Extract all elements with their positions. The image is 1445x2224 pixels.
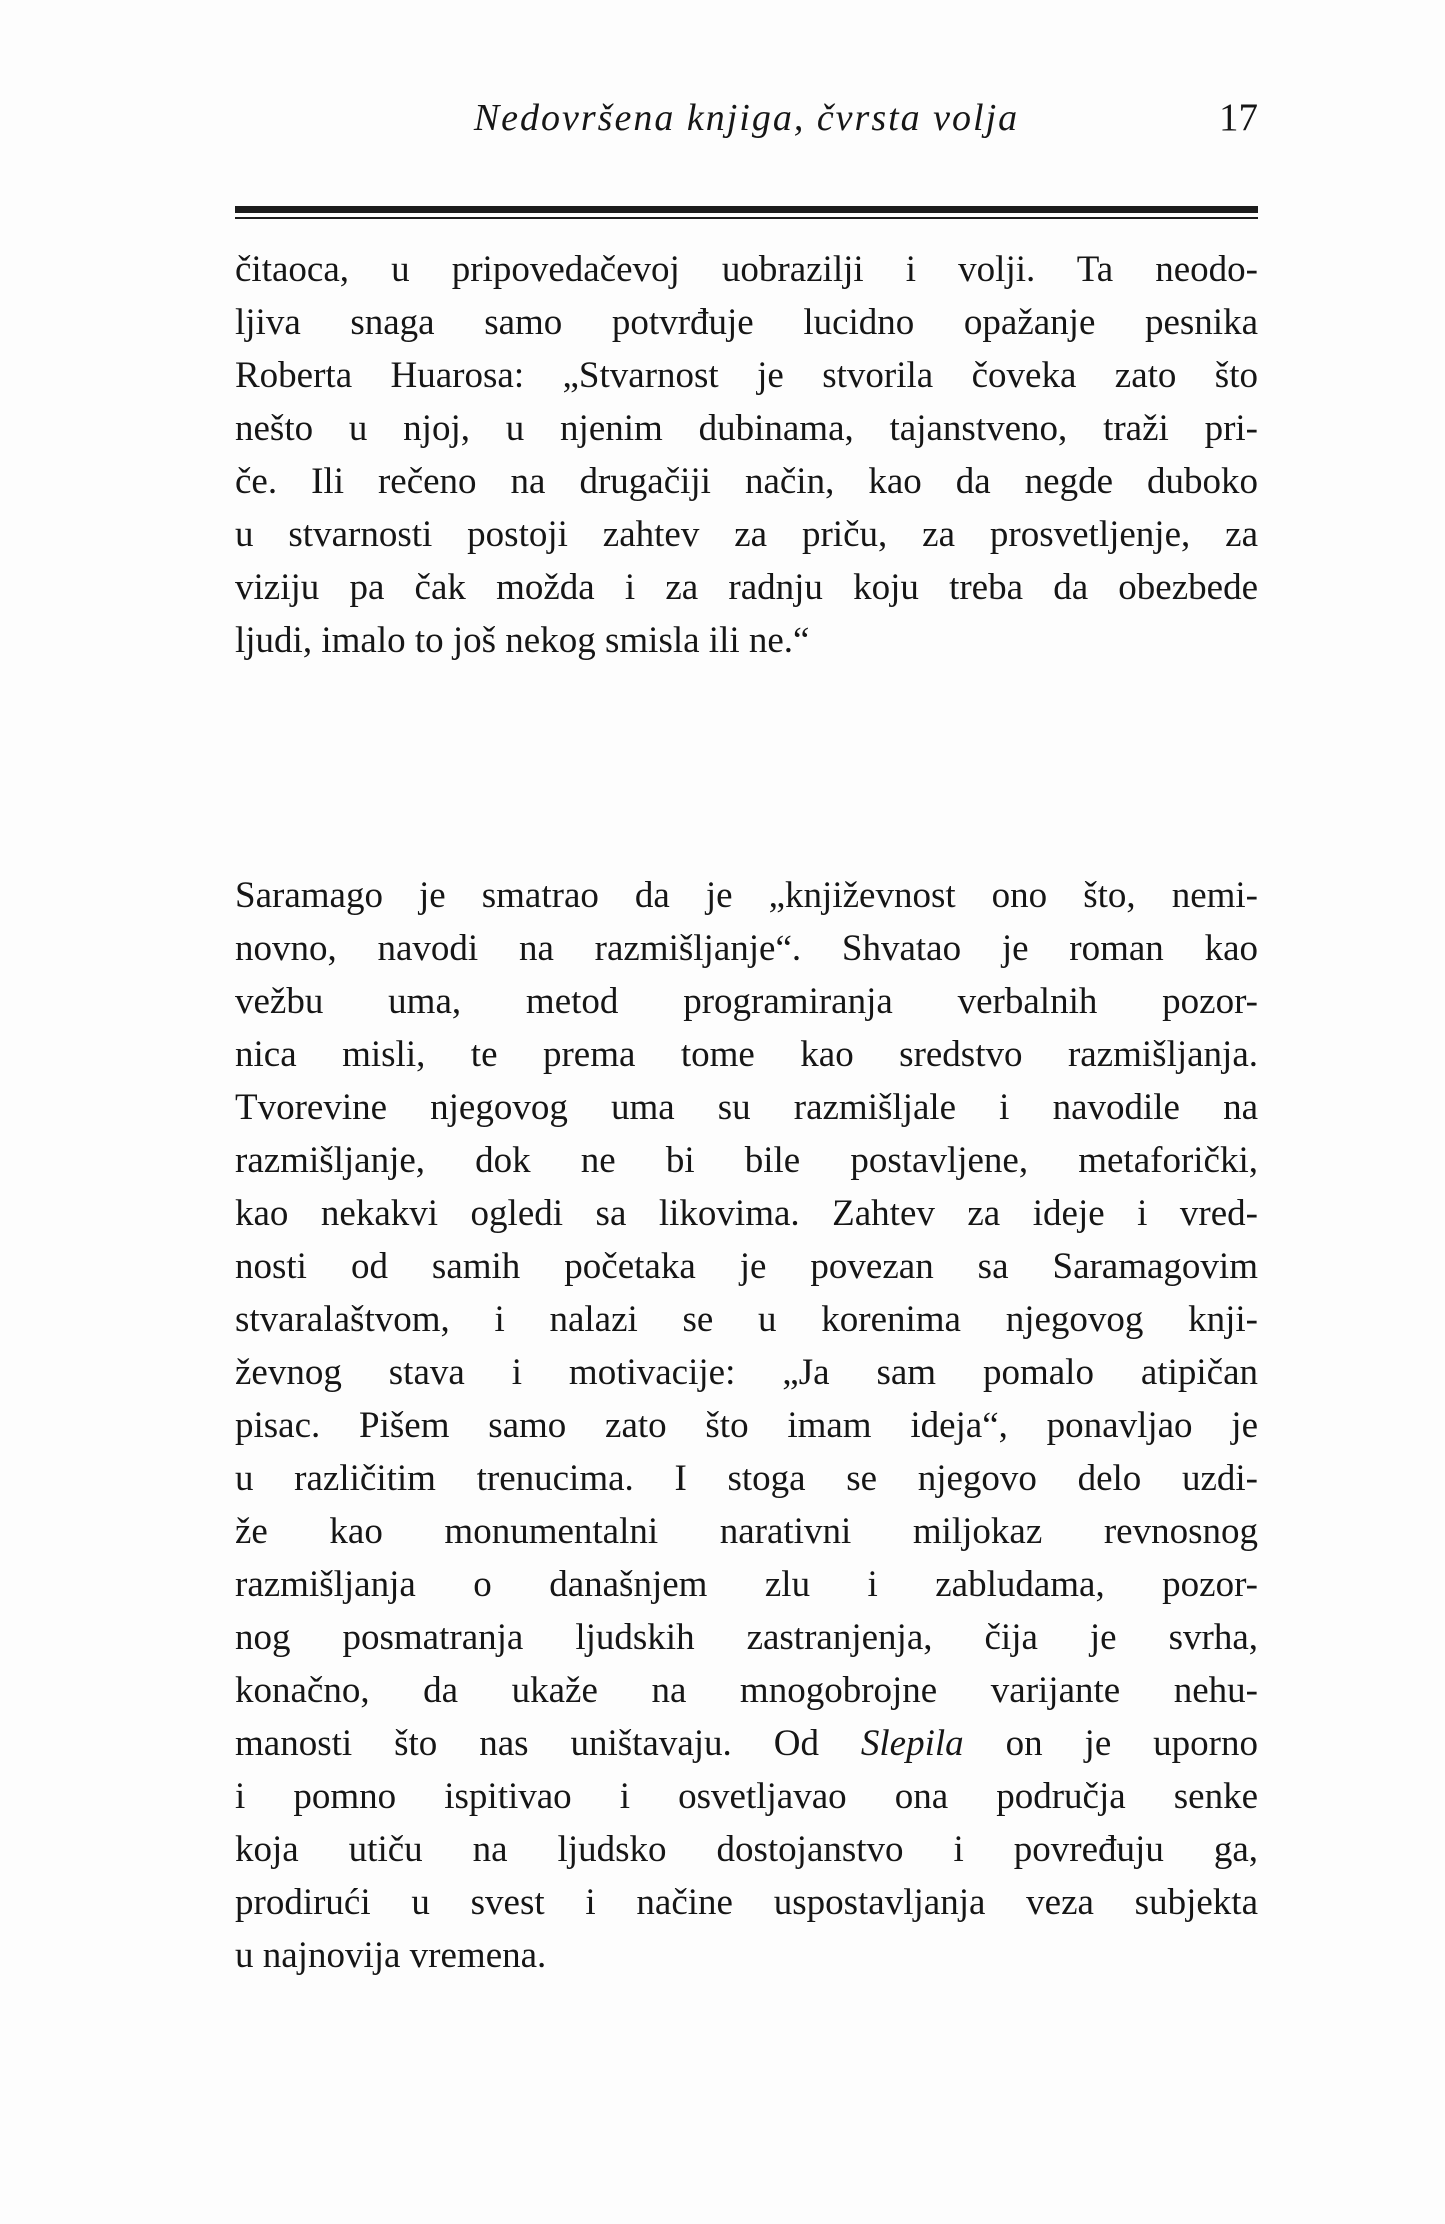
body-line: že kao monumentalni narativni miljokaz revnosnog <box>235 1511 1258 1552</box>
body-line: vežbu uma, metod programiranja verbalnih pozor- <box>235 981 1258 1022</box>
body-line: u najnovija vremena. <box>235 1935 547 1976</box>
body-line: nosti od samih početaka je povezan sa Saramagovim <box>235 1246 1258 1287</box>
body-line: kao nekakvi ogledi sa likovima. Zahtev za ideje i vred- <box>235 1193 1258 1234</box>
body-line: nica misli, te prema tome kao sredstvo razmišljanja. <box>235 1034 1258 1075</box>
body-text <box>235 243 1258 1982</box>
body-line: stvaralaštvom, i nalazi se u korenima njegovog knji- <box>235 1299 1258 1340</box>
body-line: Roberta Huarosa: „Stvarnost je stvorila čoveka zato što <box>235 355 1258 396</box>
body-line: ljiva snaga samo potvrđuje lucidno opažanje pesnika <box>235 302 1258 343</box>
line-text: manosti što nas uništavaju. Od <box>235 1723 861 1764</box>
body-line: ljudi, imalo to još nekog smisla ili ne.“ <box>235 620 810 661</box>
running-title: Nedovršena knjiga, čvrsta volja <box>473 97 1020 139</box>
paragraph-2 <box>235 869 1258 1982</box>
page-header <box>235 88 1258 148</box>
header-rule <box>235 206 1258 219</box>
body-line: u stvarnosti postoji zahtev za priču, za prosvetljenje, za <box>235 514 1258 555</box>
line-text: on je uporno <box>963 1723 1259 1764</box>
body-line: u različitim trenucima. I stoga se njegovo delo uzdi- <box>235 1458 1258 1499</box>
body-line: viziju pa čak možda i za radnju koju treba da obezbede <box>235 567 1258 608</box>
book-title-italic: Slepila <box>860 1723 964 1764</box>
body-line: nešto u njoj, u njenim dubinama, tajanstveno, traži pri- <box>235 408 1258 449</box>
page-number: 17 <box>1219 96 1258 139</box>
body-line: ževnog stava i motivacije: „Ja sam pomalo atipičan <box>235 1352 1258 1393</box>
body-line: prodirući u svest i načine uspostavljanja veza subjekta <box>235 1882 1258 1923</box>
body-line-with-book-title <box>235 1717 1258 1770</box>
body-line: nog posmatranja ljudskih zastranjenja, čija je svrha, <box>235 1617 1258 1658</box>
body-line: i pomno ispitivao i osvetljavao ona područja senke <box>235 1776 1258 1817</box>
body-line: čitaoca, u pripovedačevoj uobrazilji i volji. Ta neodo- <box>235 249 1258 290</box>
body-line: razmišljanje, dok ne bi bile postavljene, metaforički, <box>235 1140 1258 1181</box>
body-line: pisac. Pišem samo zato što imam ideja“, ponavljao je <box>235 1405 1258 1446</box>
body-line: konačno, da ukaže na mnogobrojne varijante nehu- <box>235 1670 1258 1711</box>
paragraph-1 <box>235 243 1258 667</box>
body-line: novno, navodi na razmišljanje“. Shvatao je roman kao <box>235 928 1258 969</box>
body-line: razmišljanja o današnjem zlu i zabludama, pozor- <box>235 1564 1258 1605</box>
body-line: Saramago je smatrao da je „književnost ono što, nemi- <box>235 875 1258 916</box>
body-line: Tvorevine njegovog uma su razmišljale i navodile na <box>235 1087 1258 1128</box>
body-line: če. Ili rečeno na drugačiji način, kao da negde duboko <box>235 461 1258 502</box>
body-line: koja utiču na ljudsko dostojanstvo i povređuju ga, <box>235 1829 1258 1870</box>
